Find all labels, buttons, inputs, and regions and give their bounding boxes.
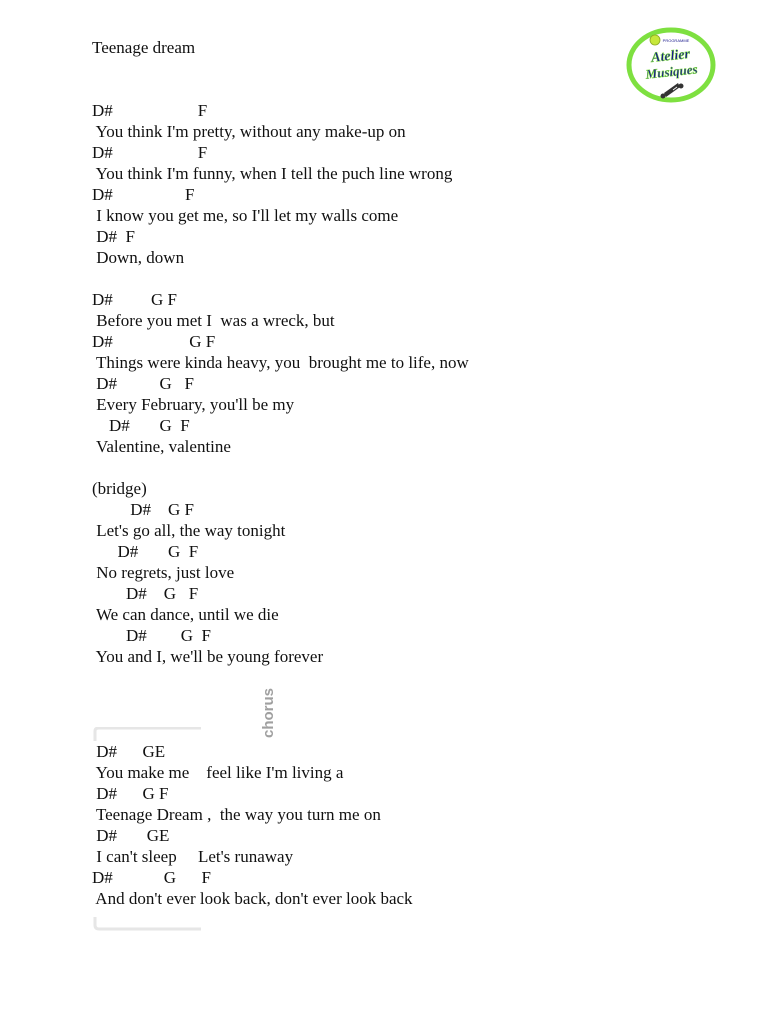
chord-line: D# G F <box>92 784 169 803</box>
tennis-ball-icon <box>650 35 660 45</box>
lyric-line: Every February, you'll be my <box>92 395 295 414</box>
lyric-line: You think I'm pretty, without any make-up on <box>92 122 406 141</box>
lyric-line: We can dance, until we die <box>92 605 279 624</box>
chord-line: D# F <box>92 227 135 246</box>
lyric-line: No regrets, just love <box>92 563 235 582</box>
chord-line: D# G F <box>92 290 178 309</box>
chord-line: D# G F <box>92 542 199 561</box>
lyric-line: Valentine, valentine <box>92 437 231 456</box>
chord-line: D# GE <box>92 826 170 845</box>
lyric-line: Before you met I was a wreck, but <box>92 311 335 330</box>
logo-line-2: Musiques <box>644 61 699 82</box>
lyric-line: And don't ever look back, don't ever look back <box>92 889 413 908</box>
chord-line: D# G F <box>92 500 195 519</box>
logo-tagline: PROGRAMME <box>662 38 690 43</box>
atelier-musiques-logo <box>626 27 716 103</box>
logo-line-1: Atelier <box>650 47 691 67</box>
chord-line: D# F <box>92 101 208 120</box>
chord-line: D# F <box>92 185 195 204</box>
lyric-line: I know you get me, so I'll let my walls come <box>92 206 399 225</box>
page-title: Teenage dream <box>92 38 196 57</box>
lyric-line: Let's go all, the way tonight <box>92 521 286 540</box>
lyric-line: I can't sleep Let's runaway <box>92 847 294 866</box>
chord-line: D# G F <box>92 584 199 603</box>
lyric-line: Things were kinda heavy, you brought me to life, now <box>92 353 469 372</box>
lyric-line: You and I, we'll be young forever <box>92 647 324 666</box>
chord-line: D# G F <box>92 332 216 351</box>
chord-line: D# G F <box>92 868 212 887</box>
chord-line: D# GE <box>92 742 166 761</box>
lyric-line: Down, down <box>92 248 185 267</box>
lyric-line: Teenage Dream , the way you turn me on <box>92 805 381 824</box>
chord-line: D# G F <box>92 626 212 645</box>
section-label: (bridge) <box>92 479 147 498</box>
chord-line: D# G F <box>92 374 195 393</box>
chorus-label: chorus <box>260 687 277 738</box>
chord-line: D# F <box>92 143 208 162</box>
lyric-line: You think I'm funny, when I tell the puch line wrong <box>92 164 453 183</box>
chord-line: D# G F <box>92 416 190 435</box>
lyric-line: You make me feel like I'm living a <box>92 763 344 782</box>
